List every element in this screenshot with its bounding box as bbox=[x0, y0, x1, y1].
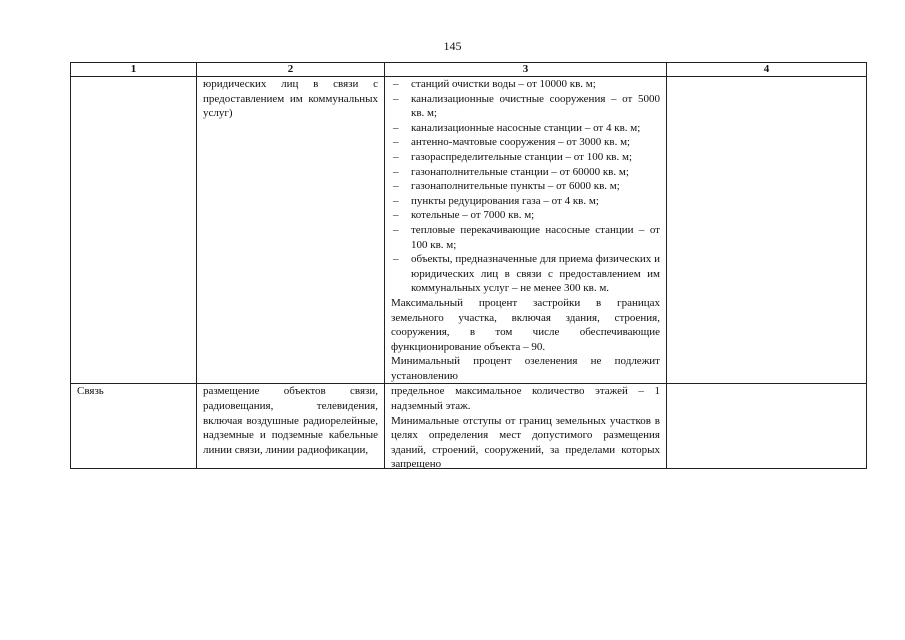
page-number: 145 bbox=[443, 39, 462, 53]
max-building-percent-text: Максимальный процент застройки в границах земельного участка, включая здания, строения, сооружения, в том числе обеспечивающие функционирование объекта – 90. bbox=[391, 296, 660, 353]
min-greening-percent-text: Минимальный процент озеленения не подлежит установлению bbox=[391, 355, 660, 382]
row-a-col-3 bbox=[385, 77, 667, 384]
list-item: – канализационные насосные станции – от 4 кв. м; bbox=[391, 121, 660, 136]
table-header-row bbox=[71, 63, 867, 77]
row-b-col-3-content bbox=[391, 384, 660, 468]
row-b-col-1: Связь bbox=[71, 384, 197, 469]
table-row bbox=[71, 384, 867, 469]
land-use-table bbox=[70, 62, 867, 469]
list-item: – газораспределительные станции – от 100 кв. м; bbox=[391, 150, 660, 165]
header-col-2: 2 bbox=[197, 63, 385, 77]
row-b-col-2 bbox=[197, 384, 385, 469]
list-item: – станций очистки воды – от 10000 кв. м; bbox=[391, 77, 660, 92]
list-item: – пункты редуцирования газа – от 4 кв. м; bbox=[391, 194, 660, 209]
header-col-3: 3 bbox=[385, 63, 667, 77]
parcel-size-list bbox=[391, 77, 660, 296]
row-b-col-3 bbox=[385, 384, 667, 469]
table-row bbox=[71, 77, 867, 384]
row-a-col-1 bbox=[71, 77, 197, 384]
list-item: – объекты, предназначенные для приема физических и юридических лиц в связи с предоставлением им коммунальных услуг – не менее 300 кв. м. bbox=[391, 252, 660, 296]
row-a-col-2: юридических лиц в связи с предоставлением им коммунальных услуг) bbox=[197, 77, 385, 384]
min-setback-text: Минимальные отступы от границ земельных участков в целях определения мест допустимого размещения зданий, строений, сооружений, за пределами которых запрещено bbox=[391, 414, 660, 469]
header-col-1: 1 bbox=[71, 63, 197, 77]
list-item: – котельные – от 7000 кв. м; bbox=[391, 208, 660, 223]
list-item: – антенно-мачтовые сооружения – от 3000 кв. м; bbox=[391, 135, 660, 150]
header-col-4: 4 bbox=[667, 63, 867, 77]
row-b-col-2-text: размещение объектов связи, радиовещания, телевидения, включая воздушные радиорелейные, надземные и подземные кабельные линии связи, линии радиофикации, bbox=[203, 385, 378, 456]
row-b-col-4 bbox=[667, 384, 867, 469]
list-item: – газонаполнительные пункты – от 6000 кв. м; bbox=[391, 179, 660, 194]
list-item: – газонаполнительные станции – от 60000 кв. м; bbox=[391, 165, 660, 180]
list-item: – канализационные очистные сооружения – от 5000 кв. м; bbox=[391, 92, 660, 121]
max-floors-text: предельное максимальное количество этажей – 1 надземный этаж. bbox=[391, 385, 660, 413]
row-a-col-4 bbox=[667, 77, 867, 384]
list-item: – тепловые перекачивающие насосные станции – от 100 кв. м; bbox=[391, 223, 660, 252]
